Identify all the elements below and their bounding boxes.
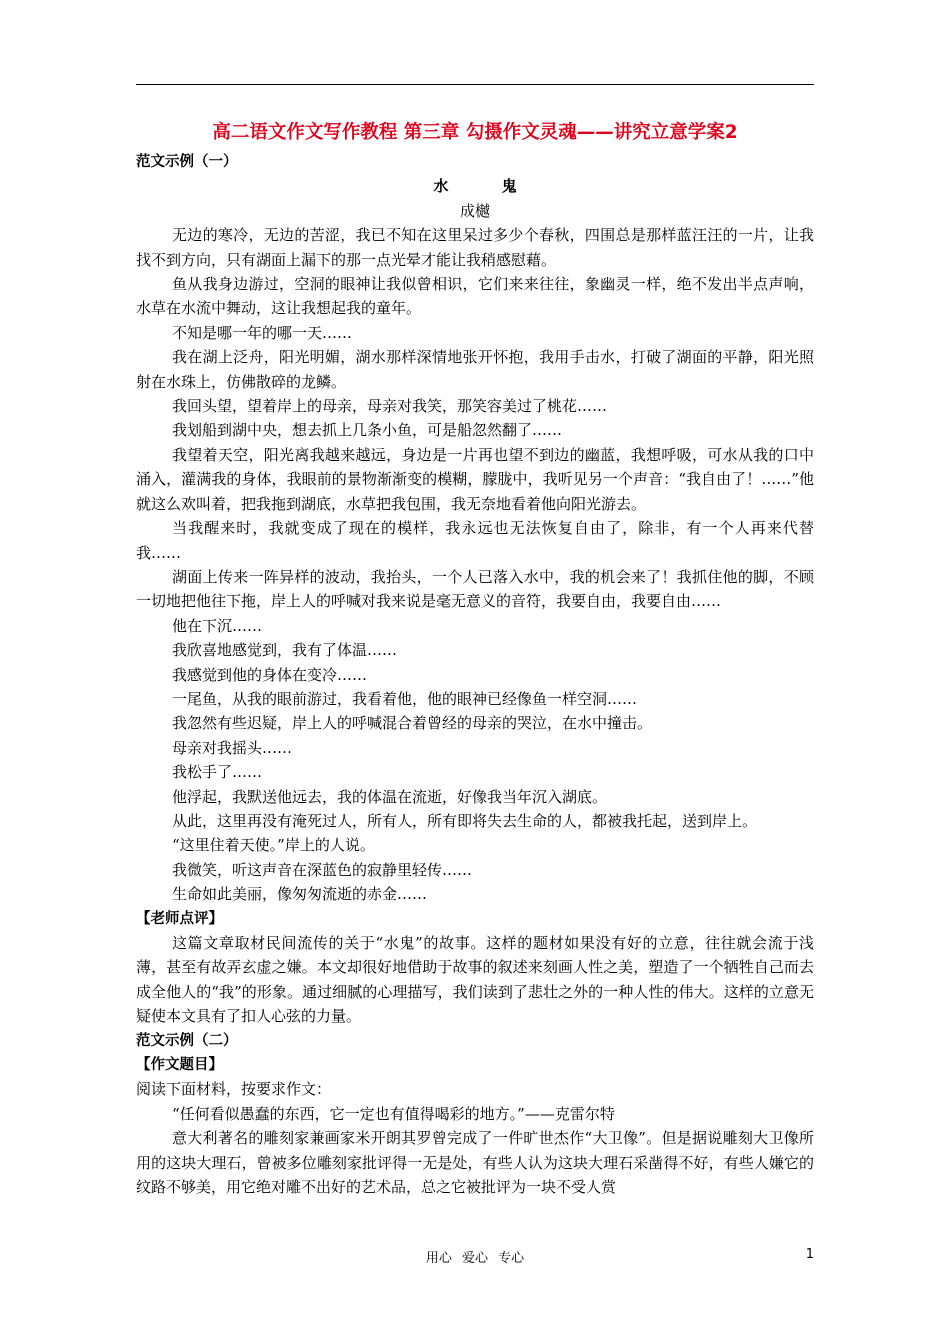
page-footer [136,1247,814,1271]
essay-paragraph: 我欣喜地感觉到，我有了体温…… [172,641,398,660]
section-heading: 范文示例（二） [136,1032,238,1049]
essay-paragraph: 生命如此美丽，像匆匆流逝的赤金…… [172,885,428,904]
header-rule [136,84,814,85]
prompt-heading: 【作文题目】 [136,1057,223,1074]
prompt-material: 意大利著名的雕刻家兼画家米开朗其罗曾完成了一件旷世杰作“大卫像”。但是据说雕刻大卫像所用的这块大理石，曾被多位雕刻家批评得一无是处，有些人认为这块大理石采凿得不好，有些人嫌它的纹路不够美，用它绝对雕不出好的艺术品，总之它被批评为一块不受人赏 [136,1129,814,1197]
essay-paragraph: 我松手了…… [172,763,263,782]
essay-paragraph: 从此，这里再没有淹死过人，所有人，所有即将失去生命的人，都被我托起，送到岸上。 [172,811,758,830]
essay-paragraph: 湖面上传来一阵异样的波动，我抬头，一个人已落入水中，我的机会来了！我抓住他的脚，不顾一切地把他往下拖，岸上人的呼喊对我来说是毫无意义的音符，我要自由，我要自由…… [136,567,814,611]
footer-text: 用心 爱心 专心 [425,1251,525,1266]
document-title: 高二语文作文写作教程 第三章 勾摄作文灵魂——讲究立意学案2 [212,122,738,143]
essay-paragraph: 无边的寒冷，无边的苦涩，我已不知在这里呆过多少个春秋，四围总是那样蓝汪汪的一片，让我找不到方向，只有湖面上漏下的那一点光晕才能让我稍感慰藉。 [136,226,814,269]
essay-paragraph: 他在下沉…… [172,616,263,635]
essay-paragraph: 我回头望，望着岸上的母亲，母亲对我笑，那笑容美过了桃花…… [172,397,608,416]
essay-paragraph: “这里住着天使。”岸上的人说。 [172,836,375,855]
essay-paragraph: 我忽然有些迟疑，岸上人的呼喊混合着曾经的母亲的哭泣，在水中撞击。 [172,714,653,733]
essay-paragraph: 鱼从我身边游过，空洞的眼神让我似曾相识，它们来来往往，象幽灵一样，绝不发出半点声响，水草在水流中舞动，这让我想起我的童年。 [136,275,814,318]
essay-paragraph: 一尾鱼，从我的眼前游过，我看着他，他的眼神已经像鱼一样空洞…… [172,689,638,708]
page-number: 1 [805,1247,814,1262]
document-body [136,150,814,1199]
essay-paragraph: 当我醒来时，我就变成了现在的模样，我永远也无法恢复自由了，除非，有一个人再来代替我…… [136,519,814,562]
essay-paragraph: 我划船到湖中央，想去抓上几条小鱼，可是船忽然翻了…… [172,421,563,440]
essay-paragraph: 我望着天空，阳光离我越来越远，身边是一片再也望不到边的幽蓝，我想呼吸，可水从我的口中涌入，灌满我的身体，我眼前的景物渐渐变的模糊，朦胧中，我听见另一个声音：“我自由了！……”他就这么欢叫着，把我拖到湖底，水草把我包围，我无奈地看着他向阳光游去。 [136,445,814,513]
prompt-quote: “任何看似愚蠢的东西，它一定也有值得喝彩的地方。”——克雷尔特 [172,1104,615,1123]
essay-paragraph: 我感觉到他的身体在变冷…… [172,665,368,684]
essay-paragraph: 我在湖上泛舟，阳光明媚，湖水那样深情地张开怀抱，我用手击水，打破了湖面的平静，阳光照射在水珠上，仿佛散碎的龙鳞。 [136,348,814,391]
essay-paragraph: 不知是哪一年的哪一天…… [172,323,353,342]
teacher-comment: 这篇文章取材民间流传的关于“水鬼”的故事。这样的题材如果没有好的立意，往往就会流于浅薄，甚至有故弄玄虚之嫌。本文却很好地借助于故事的叙述来刻画人性之美，塑造了一个牺牲自己而去成全他人的“我”的形象。通过细腻的心理描写，我们读到了悲壮之外的一种人性的伟大。这样的立意无疑使本文具有了扣人心弦的力量。 [136,934,814,1026]
comment-heading: 【老师点评】 [136,910,223,927]
essay-paragraph: 母亲对我摇头…… [172,738,293,757]
section-heading: 范文示例（一） [136,154,238,170]
essay-paragraph: 我微笑，听这声音在深蓝色的寂静里轻传…… [172,860,473,879]
prompt-instruction: 阅读下面材料，按要求作文： [136,1080,332,1099]
essay-paragraph: 他浮起，我默送他远去，我的体温在流逝，好像我当年沉入湖底。 [172,787,608,806]
essay-title: 水 鬼 [433,177,541,196]
essay-author: 成樾 [459,201,490,220]
